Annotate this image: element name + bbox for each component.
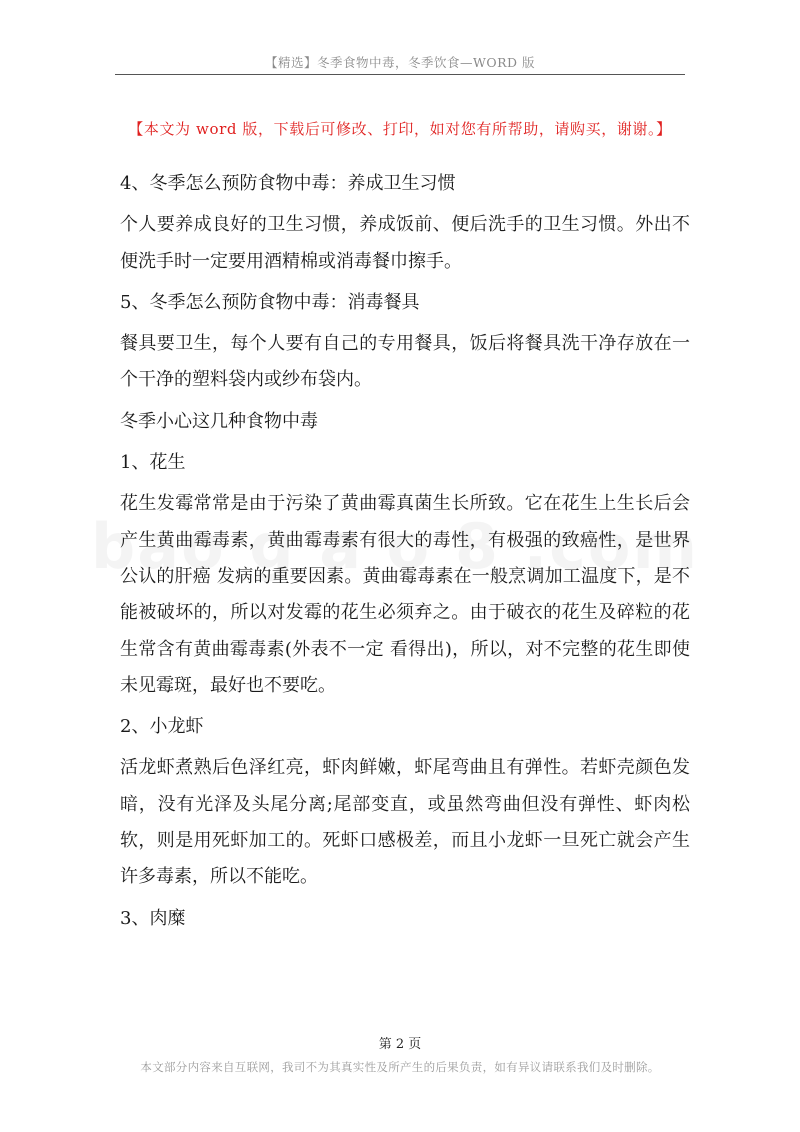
item-heading: 2、小龙虾 xyxy=(120,716,204,738)
subsection-title: 冬季小心这几种食物中毒 xyxy=(120,410,318,432)
item-heading: 1、花生 xyxy=(120,452,186,474)
document-body xyxy=(120,166,690,942)
section-heading: 4、冬季怎么预防食物中毒：养成卫生习惯 xyxy=(120,173,456,194)
body-paragraph: 个人要养成良好的卫生习惯，养成饭前、便后洗手的卫生习惯。外出不便洗手时一定要用酒精棉或消毒餐巾擦手。 xyxy=(120,214,690,272)
body-paragraph: 餐具要卫生，每个人要有自己的专用餐具，饭后将餐具洗干净存放在一个干净的塑料袋内或纱布袋内。 xyxy=(120,333,690,391)
header-divider xyxy=(115,74,685,75)
page-number: 第 2 页 xyxy=(378,1037,422,1052)
running-header: 【精选】冬季食物中毒，冬季饮食—WORD 版 xyxy=(264,55,535,70)
section-heading: 5、冬季怎么预防食物中毒：消毒餐具 xyxy=(120,291,420,313)
item-heading: 3、肉糜 xyxy=(120,907,186,929)
disclaimer-footer: 本文部分内容来自互联网，我司不为其真实性及所产生的后果负责，如有异议请联系我们及时删除。 xyxy=(140,1060,660,1074)
body-paragraph: 活龙虾煮熟后色泽红亮，虾肉鲜嫩，虾尾弯曲且有弹性。若虾壳颜色发暗，没有光泽及头尾分离;尾部变直，或虽然弯曲但没有弹性、虾肉松软，则是用死虾加工的。死虾口感极差，而且小龙虾一旦死亡就会产生许多毒素，所以不能吃。 xyxy=(120,757,690,888)
body-paragraph: 花生发霉常常是由于污染了黄曲霉真菌生长所致。它在花生上生长后会产生黄曲霉毒素，黄曲霉毒素有很大的毒性，有极强的致癌性，是世界公认的肝癌 发病的重要因素。黄曲霉毒素在一般烹调加工温度下，是不能被破坏的，所以对发霉的花生必须弃之。由于破衣的花生及碎粒的花生常含有黄曲霉毒素(外表不一定 看得出)，所以，对不完整的花生即使未见霉斑，最好也不要吃。 xyxy=(120,493,690,696)
download-notice: 【本文为 word 版，下载后可修改、打印，如对您有所帮助，请购买，谢谢。】 xyxy=(128,120,672,138)
